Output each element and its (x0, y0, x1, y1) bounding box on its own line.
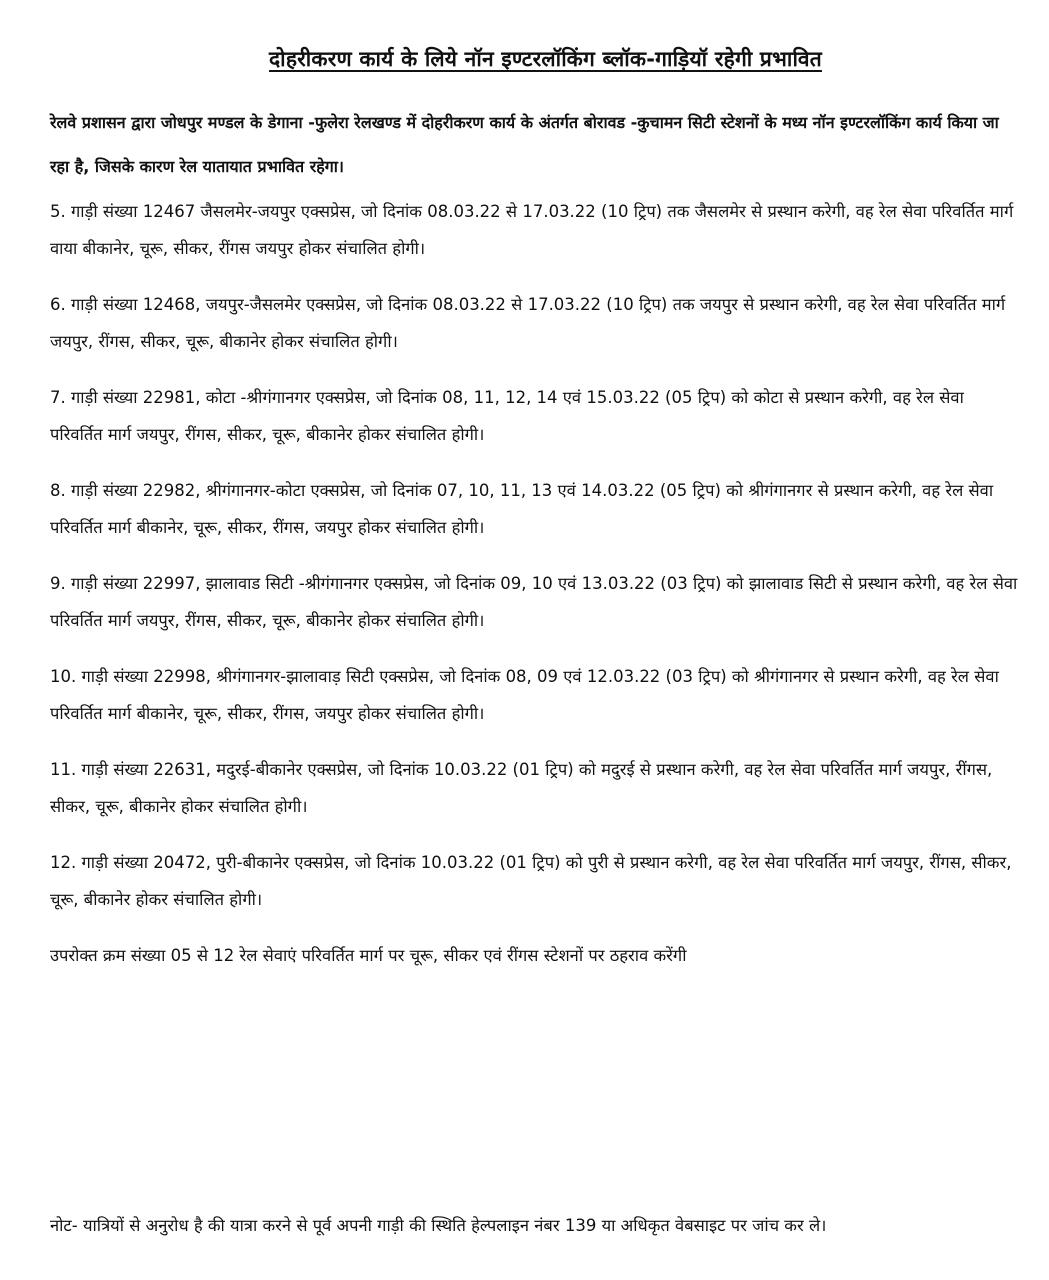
train-item-8: 8. गाड़ी संख्या 22982, श्रीगंगानगर-कोटा एक्सप्रेस, जो दिनांक 07, 10, 11, 13 एवं 14.03.22 (05 ट्रिप) को श्रीगंगानगर से प्रस्थान करेगी, वह रेल सेवा परिवर्तित मार्ग बीकानेर, चूरू, सीकर, रींगस, जयपुर होकर संचालित होगी। (50, 481, 994, 537)
document-title: दोहरीकरण कार्य के लिये नॉन इण्टरलॉकिंग ब्लॉक-गाड़ियॉ रहेगी प्रभावित (269, 47, 822, 71)
train-item-11: 11. गाड़ी संख्या 22631, मदुरई-बीकानेर एक्सप्रेस, जो दिनांक 10.03.22 (01 ट्रिप) को मदुरई से प्रस्थान करेगी, वह रेल सेवा परिवर्तित मार्ग जयपुर, रींगस, सीकर, चूरू, बीकानेर होकर संचालित होगी। (50, 760, 993, 816)
train-item-12: 12. गाड़ी संख्या 20472, पुरी-बीकानेर एक्सप्रेस, जो दिनांक 10.03.22 (01 ट्रिप) को पुरी से प्रस्थान करेगी, वह रेल सेवा परिवर्तित मार्ग जयपुर, रींगस, सीकर, चूरू, बीकानेर होकर संचालित होगी। (50, 853, 1012, 909)
train-item-5: 5. गाड़ी संख्या 12467 जैसलमेर-जयपुर एक्सप्रेस, जो दिनांक 08.03.22 से 17.03.22 (10 ट्रिप) तक जैसलमेर से प्रस्थान करेगी, वह रेल सेवा परिवर्तित मार्ग वाया बीकानेर, चूरू, सीकर, रींगस जयपुर होकर संचालित होगी। (50, 202, 1014, 258)
intro-paragraph: रेलवे प्रशासन द्वारा जोधपुर मण्डल के डेगाना -फुलेरा रेलखण्ड में दोहरीकरण कार्य के अंतर्गत बोरावड -कुचामन सिटी स्टेशनों के मध्य नॉन इण्टरलॉकिंग कार्य किया जा रहा है, जिसके कारण रेल यातायात प्रभावित रहेगा। (50, 113, 999, 176)
summary-paragraph: उपरोक्त क्रम संख्या 05 से 12 रेल सेवाएं परिवर्तित मार्ग पर चूरू, सीकर एवं रींगस स्टेशनों पर ठहराव करेंगी (50, 946, 687, 965)
train-item-6: 6. गाड़ी संख्या 12468, जयपुर-जैसलमेर एक्सप्रेस, जो दिनांक 08.03.22 से 17.03.22 (10 ट्रिप) तक जयपुर से प्रस्थान करेगी, वह रेल सेवा परिवर्तित मार्ग जयपुर, रींगस, सीकर, चूरू, बीकानेर होकर संचालित होगी। (50, 295, 1006, 351)
train-item-10: 10. गाड़ी संख्या 22998, श्रीगंगानगर-झालावाड़ सिटी एक्सप्रेस, जो दिनांक 08, 09 एवं 12.03.22 (03 ट्रिप) को श्रीगंगानगर से प्रस्थान करेगी, वह रेल सेवा परिवर्तित मार्ग बीकानेर, चूरू, सीकर, रींगस, जयपुर होकर संचालित होगी। (50, 667, 999, 723)
train-item-9: 9. गाड़ी संख्या 22997, झालावाड सिटी -श्रीगंगानगर एक्सप्रेस, जो दिनांक 09, 10 एवं 13.03.22 (03 ट्रिप) को झालावाड सिटी से प्रस्थान करेगी, वह रेल सेवा परिवर्तित मार्ग जयपुर, रींगस, सीकर, चूरू, बीकानेर होकर संचालित होगी। (50, 574, 1018, 630)
train-item-7: 7. गाड़ी संख्या 22981, कोटा -श्रीगंगानगर एक्सप्रेस, जो दिनांक 08, 11, 12, 14 एवं 15.03.22 (05 ट्रिप) को कोटा से प्रस्थान करेगी, वह रेल सेवा परिवर्तित मार्ग जयपुर, रींगस, सीकर, चूरू, बीकानेर होकर संचालित होगी। (50, 388, 964, 444)
note-paragraph: नोट- यात्रियों से अनुरोध है की यात्रा करने से पूर्व अपनी गाड़ी की स्थिति हेल्पलाइन नंबर 139 या अधिकृत वेबसाइट पर जांच कर ले। (50, 1215, 827, 1235)
